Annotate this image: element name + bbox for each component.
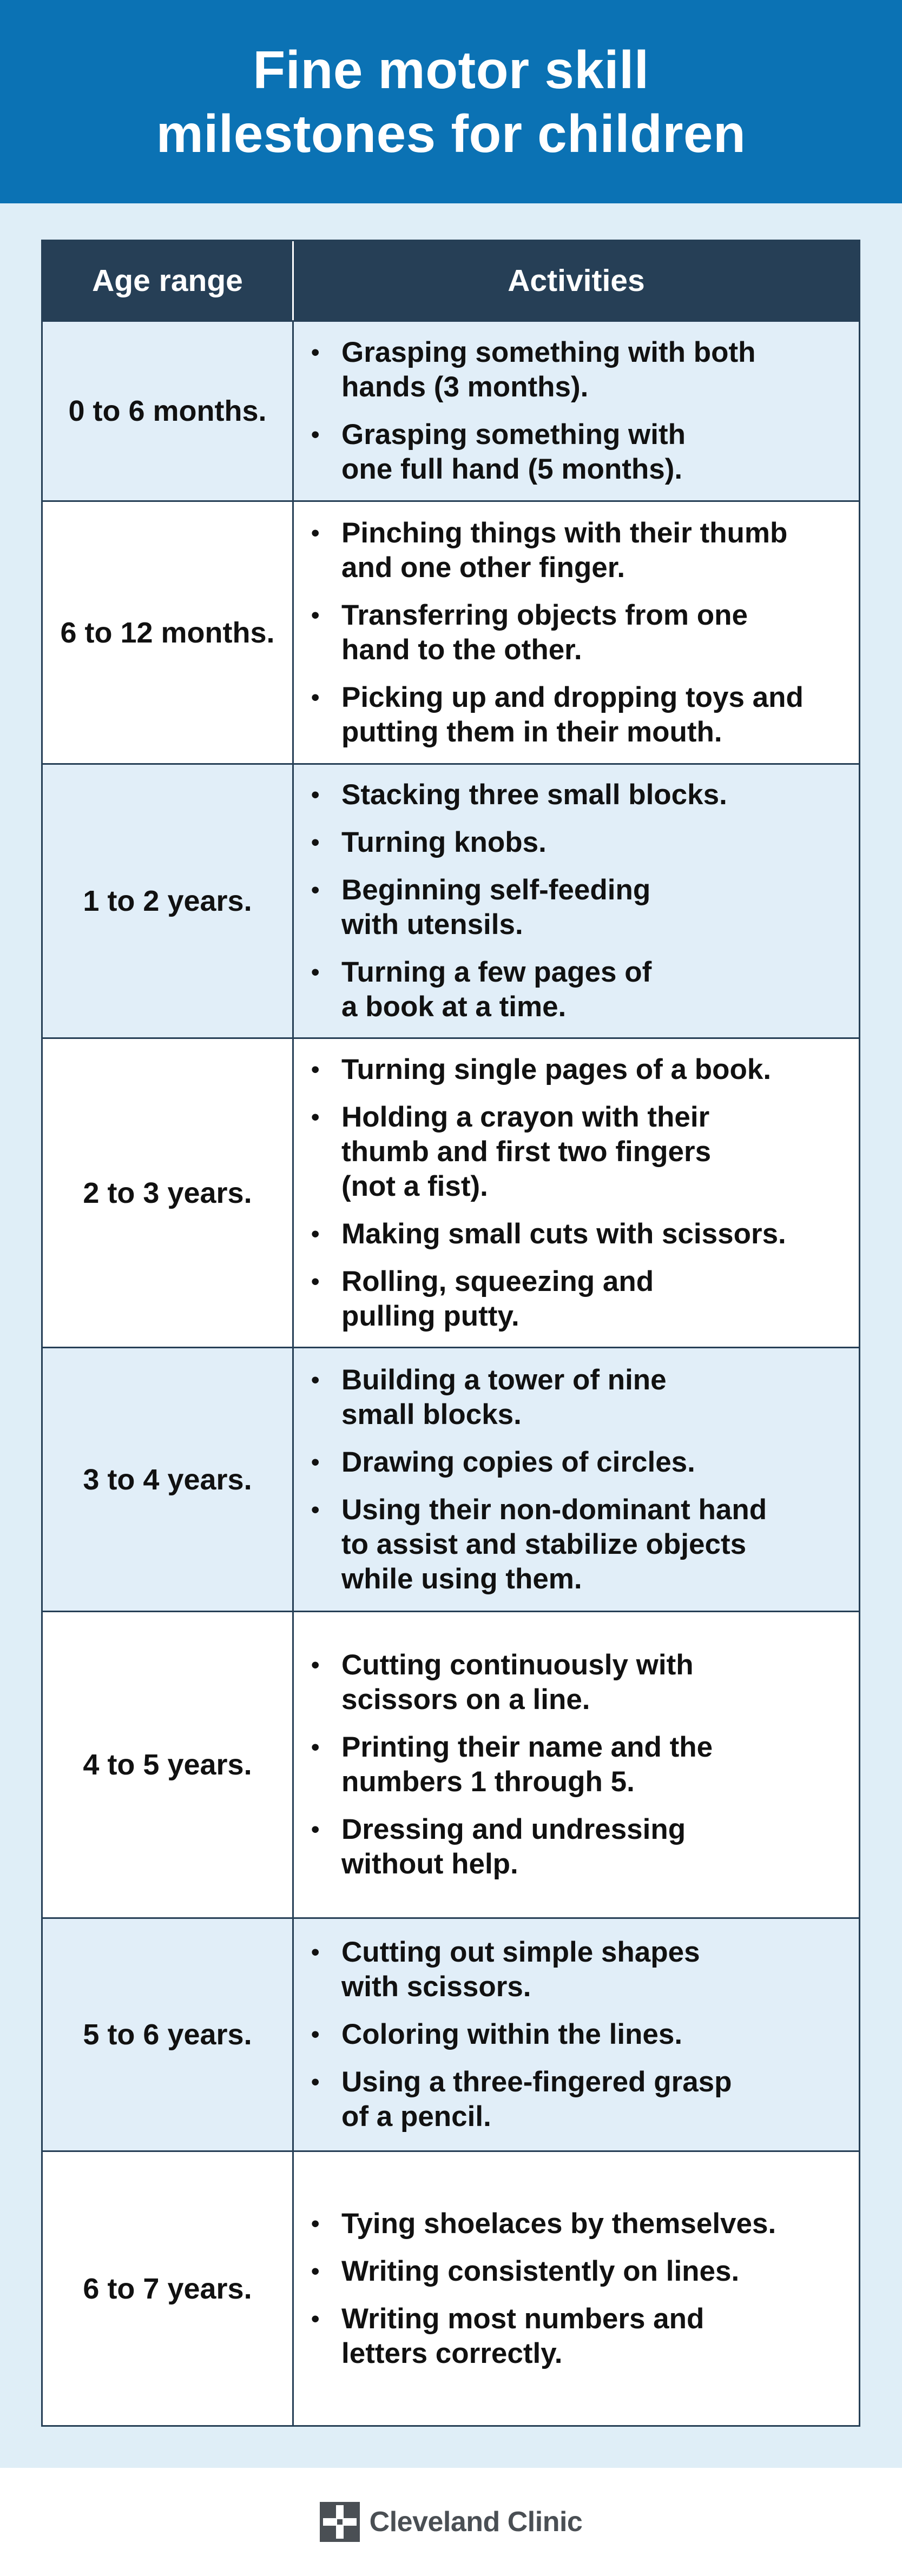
- activity-text-line: with utensils.: [341, 909, 523, 941]
- bullet-icon: •: [311, 1652, 320, 1678]
- table-header-row: [43, 241, 859, 320]
- bullet-icon: •: [311, 339, 320, 366]
- bullet-icon: •: [311, 877, 320, 903]
- table-row: [43, 2150, 859, 2425]
- bullet-icon: •: [311, 1496, 320, 1523]
- bullet-icon: •: [311, 1366, 320, 1393]
- activity-text: [341, 418, 838, 487]
- activity-text-line: Turning a few pages of: [341, 956, 652, 988]
- activity-text-line: Using their non-dominant hand: [341, 1493, 767, 1526]
- activity-text: [341, 1100, 838, 1204]
- activity-list-item: [311, 825, 838, 860]
- activity-text-line: with scissors.: [341, 1971, 531, 2003]
- activity-text-line: Holding a crayon with their: [341, 1101, 710, 1133]
- activity-text-line: Pinching things with their thumb: [341, 516, 788, 549]
- activity-text-line: Coloring within the lines.: [341, 2018, 683, 2050]
- activity-text: [341, 1445, 838, 1480]
- activity-text: [341, 2254, 838, 2289]
- bullet-icon: •: [311, 1056, 320, 1083]
- table-row: [43, 500, 859, 763]
- activity-text-line: while using them.: [341, 1562, 582, 1595]
- activity-text-line: Transferring objects from one: [341, 599, 748, 631]
- activity-list-item: [311, 418, 838, 487]
- activities-cell: [294, 322, 859, 500]
- table-row: [43, 763, 859, 1037]
- activity-text-line: Drawing copies of circles.: [341, 1446, 695, 1478]
- page-footer: [0, 2468, 902, 2576]
- activity-list-item: [311, 1730, 838, 1799]
- activity-list-item: [311, 1493, 838, 1597]
- activity-text: [341, 955, 838, 1024]
- bullet-icon: •: [311, 1816, 320, 1843]
- bullet-icon: •: [311, 684, 320, 711]
- bullet-icon: •: [311, 519, 320, 546]
- bullet-icon: •: [311, 1448, 320, 1475]
- brand-name: Cleveland Clinic: [369, 2506, 583, 2538]
- bullet-icon: •: [311, 1734, 320, 1760]
- bullet-icon: •: [311, 1939, 320, 1965]
- activity-list-item: [311, 516, 838, 585]
- activity-text-line: Writing most numbers and: [341, 2302, 705, 2335]
- activity-text-line: Cutting continuously with: [341, 1649, 694, 1681]
- page-title-line-2: milestones for children: [156, 104, 746, 163]
- table-row: [43, 320, 859, 500]
- page-title-line-1: Fine motor skill: [253, 40, 649, 100]
- activity-text-line: (not a fist).: [341, 1170, 488, 1202]
- activity-text: [341, 598, 838, 667]
- activities-cell: [294, 502, 859, 763]
- age-range-cell: 1 to 2 years.: [43, 765, 294, 1037]
- age-range-cell: 5 to 6 years.: [43, 1919, 294, 2150]
- activity-text-line: thumb and first two fingers: [341, 1135, 712, 1168]
- activity-list-item: [311, 778, 838, 812]
- activity-text: [341, 1648, 838, 1717]
- milestones-table: [41, 240, 860, 2427]
- activity-list-item: [311, 2017, 838, 2052]
- table-body: [43, 320, 859, 2425]
- activity-text: [341, 2017, 838, 2052]
- activity-list-item: [311, 335, 838, 405]
- activity-list-item: [311, 1100, 838, 1204]
- activity-text: [341, 825, 838, 860]
- activity-text-line: Turning knobs.: [341, 826, 547, 858]
- activity-list-item: [311, 1935, 838, 2004]
- bullet-icon: •: [311, 1103, 320, 1130]
- activity-text-line: Turning single pages of a book.: [341, 1053, 772, 1085]
- activity-text: [341, 778, 838, 812]
- table-row: [43, 1917, 859, 2150]
- activities-cell: [294, 2152, 859, 2425]
- column-header-activities: Activities: [508, 263, 645, 298]
- activity-text-line: Writing consistently on lines.: [341, 2255, 740, 2287]
- table-row: [43, 1611, 859, 1917]
- activity-text-line: one full hand (5 months).: [341, 453, 683, 485]
- activity-list-item: [311, 2302, 838, 2371]
- activity-text-line: Beginning self-feeding: [341, 874, 651, 906]
- age-range-cell: 0 to 6 months.: [43, 322, 294, 500]
- activity-text: [341, 1052, 838, 1087]
- activity-text-line: and one other finger.: [341, 551, 626, 584]
- activity-list-item: [311, 1445, 838, 1480]
- bullet-icon: •: [311, 421, 320, 448]
- bullet-icon: •: [311, 1268, 320, 1295]
- activity-list-item: [311, 598, 838, 667]
- bullet-icon: •: [311, 2305, 320, 2332]
- activities-cell: [294, 1612, 859, 1917]
- activity-text-line: putting them in their mouth.: [341, 716, 722, 748]
- age-range-cell: 6 to 12 months.: [43, 502, 294, 763]
- activity-text: [341, 335, 838, 405]
- bullet-icon: •: [311, 959, 320, 985]
- activity-text-line: small blocks.: [341, 1398, 522, 1431]
- bullet-icon: •: [311, 1220, 320, 1247]
- bullet-icon: •: [311, 2021, 320, 2048]
- activity-text: [341, 1730, 838, 1799]
- activity-text: [341, 873, 838, 942]
- activity-text-line: a book at a time.: [341, 991, 567, 1023]
- activity-text-line: Stacking three small blocks.: [341, 779, 727, 811]
- activity-list-item: [311, 1217, 838, 1251]
- activities-cell: [294, 765, 859, 1037]
- activity-text: [341, 2302, 838, 2371]
- activities-cell: [294, 1919, 859, 2150]
- age-range-cell: 6 to 7 years.: [43, 2152, 294, 2425]
- activity-list-item: [311, 680, 838, 750]
- activity-list-item: [311, 2254, 838, 2289]
- activity-list-item: [311, 1363, 838, 1432]
- activity-text: [341, 2065, 838, 2134]
- activity-text-line: Grasping something with both: [341, 336, 756, 368]
- activity-text-line: Making small cuts with scissors.: [341, 1217, 786, 1250]
- cleveland-clinic-logo-icon: [320, 2502, 360, 2542]
- bullet-icon: •: [311, 782, 320, 808]
- activity-list-item: [311, 1264, 838, 1334]
- activity-text: [341, 680, 838, 750]
- activity-text-line: Cutting out simple shapes: [341, 1936, 700, 1968]
- activity-text: [341, 1493, 838, 1597]
- activity-text-line: without help.: [341, 1848, 518, 1880]
- activity-text-line: hands (3 months).: [341, 371, 589, 403]
- activity-text-line: Picking up and dropping toys and: [341, 681, 804, 713]
- activity-text-line: letters correctly.: [341, 2337, 563, 2369]
- activity-text-line: Tying shoelaces by themselves.: [341, 2207, 776, 2240]
- bullet-icon: •: [311, 601, 320, 628]
- activity-list-item: [311, 1052, 838, 1087]
- activity-text-line: Printing their name and the: [341, 1731, 713, 1763]
- activity-list-item: [311, 2207, 838, 2241]
- activities-cell: [294, 1348, 859, 1611]
- table-row: [43, 1037, 859, 1347]
- activity-text-line: pulling putty.: [341, 1300, 519, 1332]
- activity-text: [341, 1217, 838, 1251]
- bullet-icon: •: [311, 2257, 320, 2284]
- page-header: [0, 0, 902, 203]
- activity-text: [341, 2207, 838, 2241]
- bullet-icon: •: [311, 2210, 320, 2237]
- activity-text-line: Rolling, squeezing and: [341, 1265, 654, 1297]
- activity-text-line: Grasping something with: [341, 419, 686, 451]
- age-range-cell: 4 to 5 years.: [43, 1612, 294, 1917]
- age-range-cell: 2 to 3 years.: [43, 1039, 294, 1347]
- activity-text: [341, 1363, 838, 1432]
- activity-text-line: of a pencil.: [341, 2101, 491, 2133]
- activity-text-line: Dressing and undressing: [341, 1813, 686, 1845]
- activity-text-line: Using a three-fingered grasp: [341, 2066, 732, 2098]
- activity-list-item: [311, 955, 838, 1024]
- bullet-icon: •: [311, 2069, 320, 2095]
- column-header-age: Age range: [43, 241, 294, 320]
- table-row: [43, 1347, 859, 1611]
- activity-text: [341, 1935, 838, 2004]
- activity-text: [341, 516, 838, 585]
- age-range-cell: 3 to 4 years.: [43, 1348, 294, 1611]
- activity-list-item: [311, 1812, 838, 1882]
- activity-text-line: to assist and stabilize objects: [341, 1528, 747, 1560]
- activity-text: [341, 1264, 838, 1334]
- activity-list-item: [311, 1648, 838, 1717]
- activity-text-line: hand to the other.: [341, 633, 582, 666]
- activity-list-item: [311, 873, 838, 942]
- activity-text-line: numbers 1 through 5.: [341, 1766, 635, 1798]
- activity-list-item: [311, 2065, 838, 2134]
- brand-logo: [320, 2502, 583, 2542]
- activity-text-line: scissors on a line.: [341, 1684, 590, 1716]
- activities-cell: [294, 1039, 859, 1347]
- bullet-icon: •: [311, 829, 320, 856]
- activity-text: [341, 1812, 838, 1882]
- activity-text-line: Building a tower of nine: [341, 1363, 667, 1396]
